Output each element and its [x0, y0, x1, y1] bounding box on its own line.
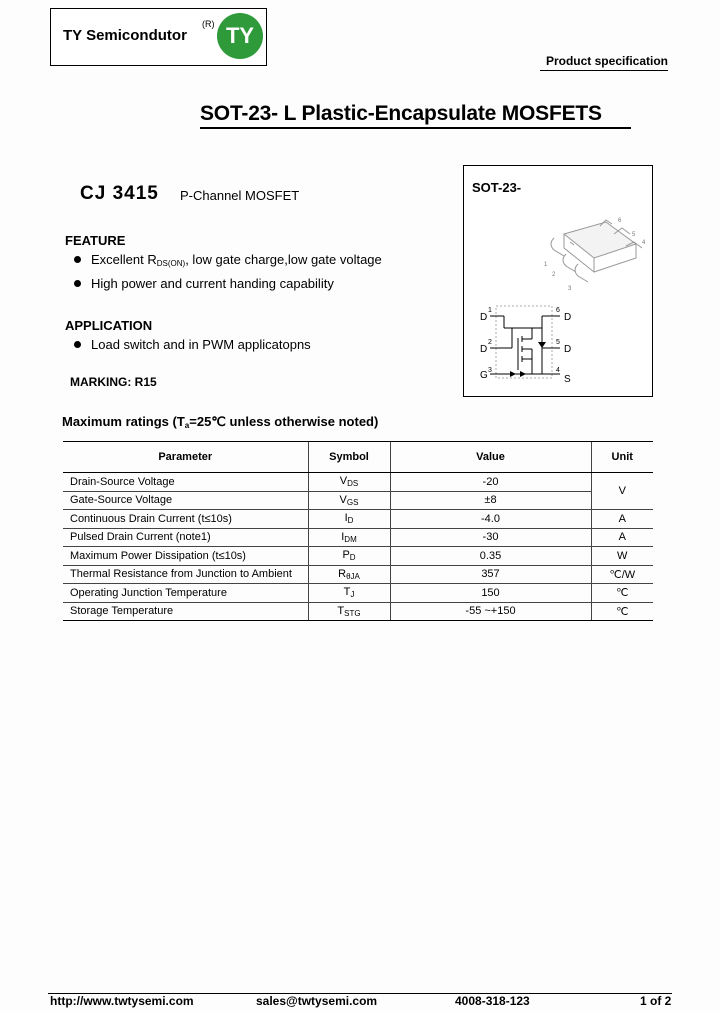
package-diagram-box: [463, 165, 653, 397]
row-unit: ℃: [591, 602, 653, 621]
row-symbol: $T_J$: [308, 584, 390, 603]
product-specification-label: Product specification: [545, 54, 668, 68]
table-row: [63, 510, 653, 529]
application-heading: APPLICATION: [65, 318, 153, 333]
header-symbol: Symbol: [308, 442, 390, 473]
part-description: P-Channel MOSFET: [180, 188, 300, 203]
row-param: Maximum Power Dissipation (t≤10s): [63, 547, 308, 566]
row-value: -30: [390, 528, 591, 547]
marking-label: MARKING: R15: [70, 375, 157, 389]
table-row: [63, 584, 653, 603]
outline-pin-5: 5: [632, 232, 636, 238]
application-item: Load switch and in PWM applicatopns: [91, 337, 311, 352]
pin-d5-label: D: [564, 344, 572, 355]
row-symbol: $V_{DS}$: [308, 473, 390, 492]
company-name: TY Semicondutor: [63, 27, 187, 44]
pin-num-3: 3: [488, 367, 492, 374]
pin-num-1: 1: [488, 307, 492, 314]
package-outline-drawing: [536, 214, 648, 292]
table-header-row: [63, 442, 653, 473]
row-symbol: $T_{STG}$: [308, 602, 390, 621]
row-param: Thermal Resistance from Junction to Ambient: [63, 565, 308, 584]
part-number: CJ 3415: [80, 183, 159, 204]
row-value: -55 ~+150: [390, 602, 591, 621]
row-value: -4.0: [390, 510, 591, 529]
company-logo-box: [50, 8, 267, 66]
row-value: ±8: [390, 491, 591, 510]
footer-phone: 4008-318-123: [455, 994, 530, 1008]
package-title: SOT-23-: [472, 180, 522, 195]
row-value: 357: [390, 565, 591, 584]
row-unit: ℃/W: [591, 565, 653, 584]
ty-logo-icon: TY: [217, 13, 263, 59]
outline-pin-4: 4: [642, 240, 646, 246]
outline-pin-2: 2: [552, 272, 556, 278]
table-row: [63, 491, 653, 510]
header-unit: Unit: [591, 442, 653, 473]
footer-email-link[interactable]: sales@twtysemi.com: [256, 994, 378, 1008]
header-parameter: Parameter: [63, 442, 308, 473]
table-row: [63, 565, 653, 584]
row-symbol: $P_D$: [308, 547, 390, 566]
footer-page-number: 1 of 2: [640, 994, 672, 1008]
table-row: [63, 547, 653, 566]
outline-pin-6: 6: [618, 218, 622, 224]
ratings-title: Maximum ratings ($T_a=25℃$ unless otherwise noted): [62, 414, 379, 430]
pin-d6-label: D: [564, 312, 572, 323]
row-value: 0.35: [390, 547, 591, 566]
feature-heading: FEATURE: [65, 233, 126, 248]
pin-s-label: S: [564, 374, 571, 385]
pin-num-4: 4: [556, 367, 560, 374]
table-row: [63, 602, 653, 621]
row-param: Gate-Source Voltage: [63, 491, 308, 510]
footer-website-link[interactable]: http://www.twtysemi.com: [50, 994, 194, 1008]
row-param: Storage Temperature: [63, 602, 308, 621]
header-value: Value: [390, 442, 591, 473]
pinout-schematic: [476, 302, 576, 388]
pin-d1-label: D: [480, 312, 488, 323]
outline-pin-3: 3: [568, 286, 572, 292]
row-symbol: $V_{GS}$: [308, 491, 390, 510]
pin-num-2: 2: [488, 339, 492, 346]
row-value: -20: [390, 473, 591, 492]
pin-num-5: 5: [556, 339, 560, 346]
row-param: Operating Junction Temperature: [63, 584, 308, 603]
maximum-ratings-table: [63, 441, 653, 621]
row-param: Drain-Source Voltage: [63, 473, 308, 492]
row-unit: ℃: [591, 584, 653, 603]
header-divider: [540, 70, 668, 71]
page-title: SOT-23- L Plastic-Encapsulate MOSFETS: [200, 102, 602, 125]
row-unit: V: [591, 473, 653, 510]
title-underline: [200, 127, 631, 129]
row-unit: A: [591, 528, 653, 547]
outline-pin-1: 1: [544, 262, 548, 268]
row-symbol: $I_{DM}$: [308, 528, 390, 547]
row-symbol: $I_D$: [308, 510, 390, 529]
table-row: [63, 528, 653, 547]
row-symbol: $R_{\theta JA}$: [308, 565, 390, 584]
registered-mark: (R): [202, 19, 215, 29]
row-param: Continuous Drain Current (t≤10s): [63, 510, 308, 529]
feature-item-power: High power and current handing capability: [91, 276, 334, 291]
table-row: [63, 473, 653, 492]
row-unit: W: [591, 547, 653, 566]
pin-num-6: 6: [556, 307, 560, 314]
row-value: 150: [390, 584, 591, 603]
feature-item-rdson: Excellent $R_{DS(ON)}$, low gate charge,low gate voltage: [91, 252, 382, 268]
pin-g-label: G: [480, 370, 488, 381]
row-param: Pulsed Drain Current (note1): [63, 528, 308, 547]
pin-d2-label: D: [480, 344, 488, 355]
row-unit: A: [591, 510, 653, 529]
